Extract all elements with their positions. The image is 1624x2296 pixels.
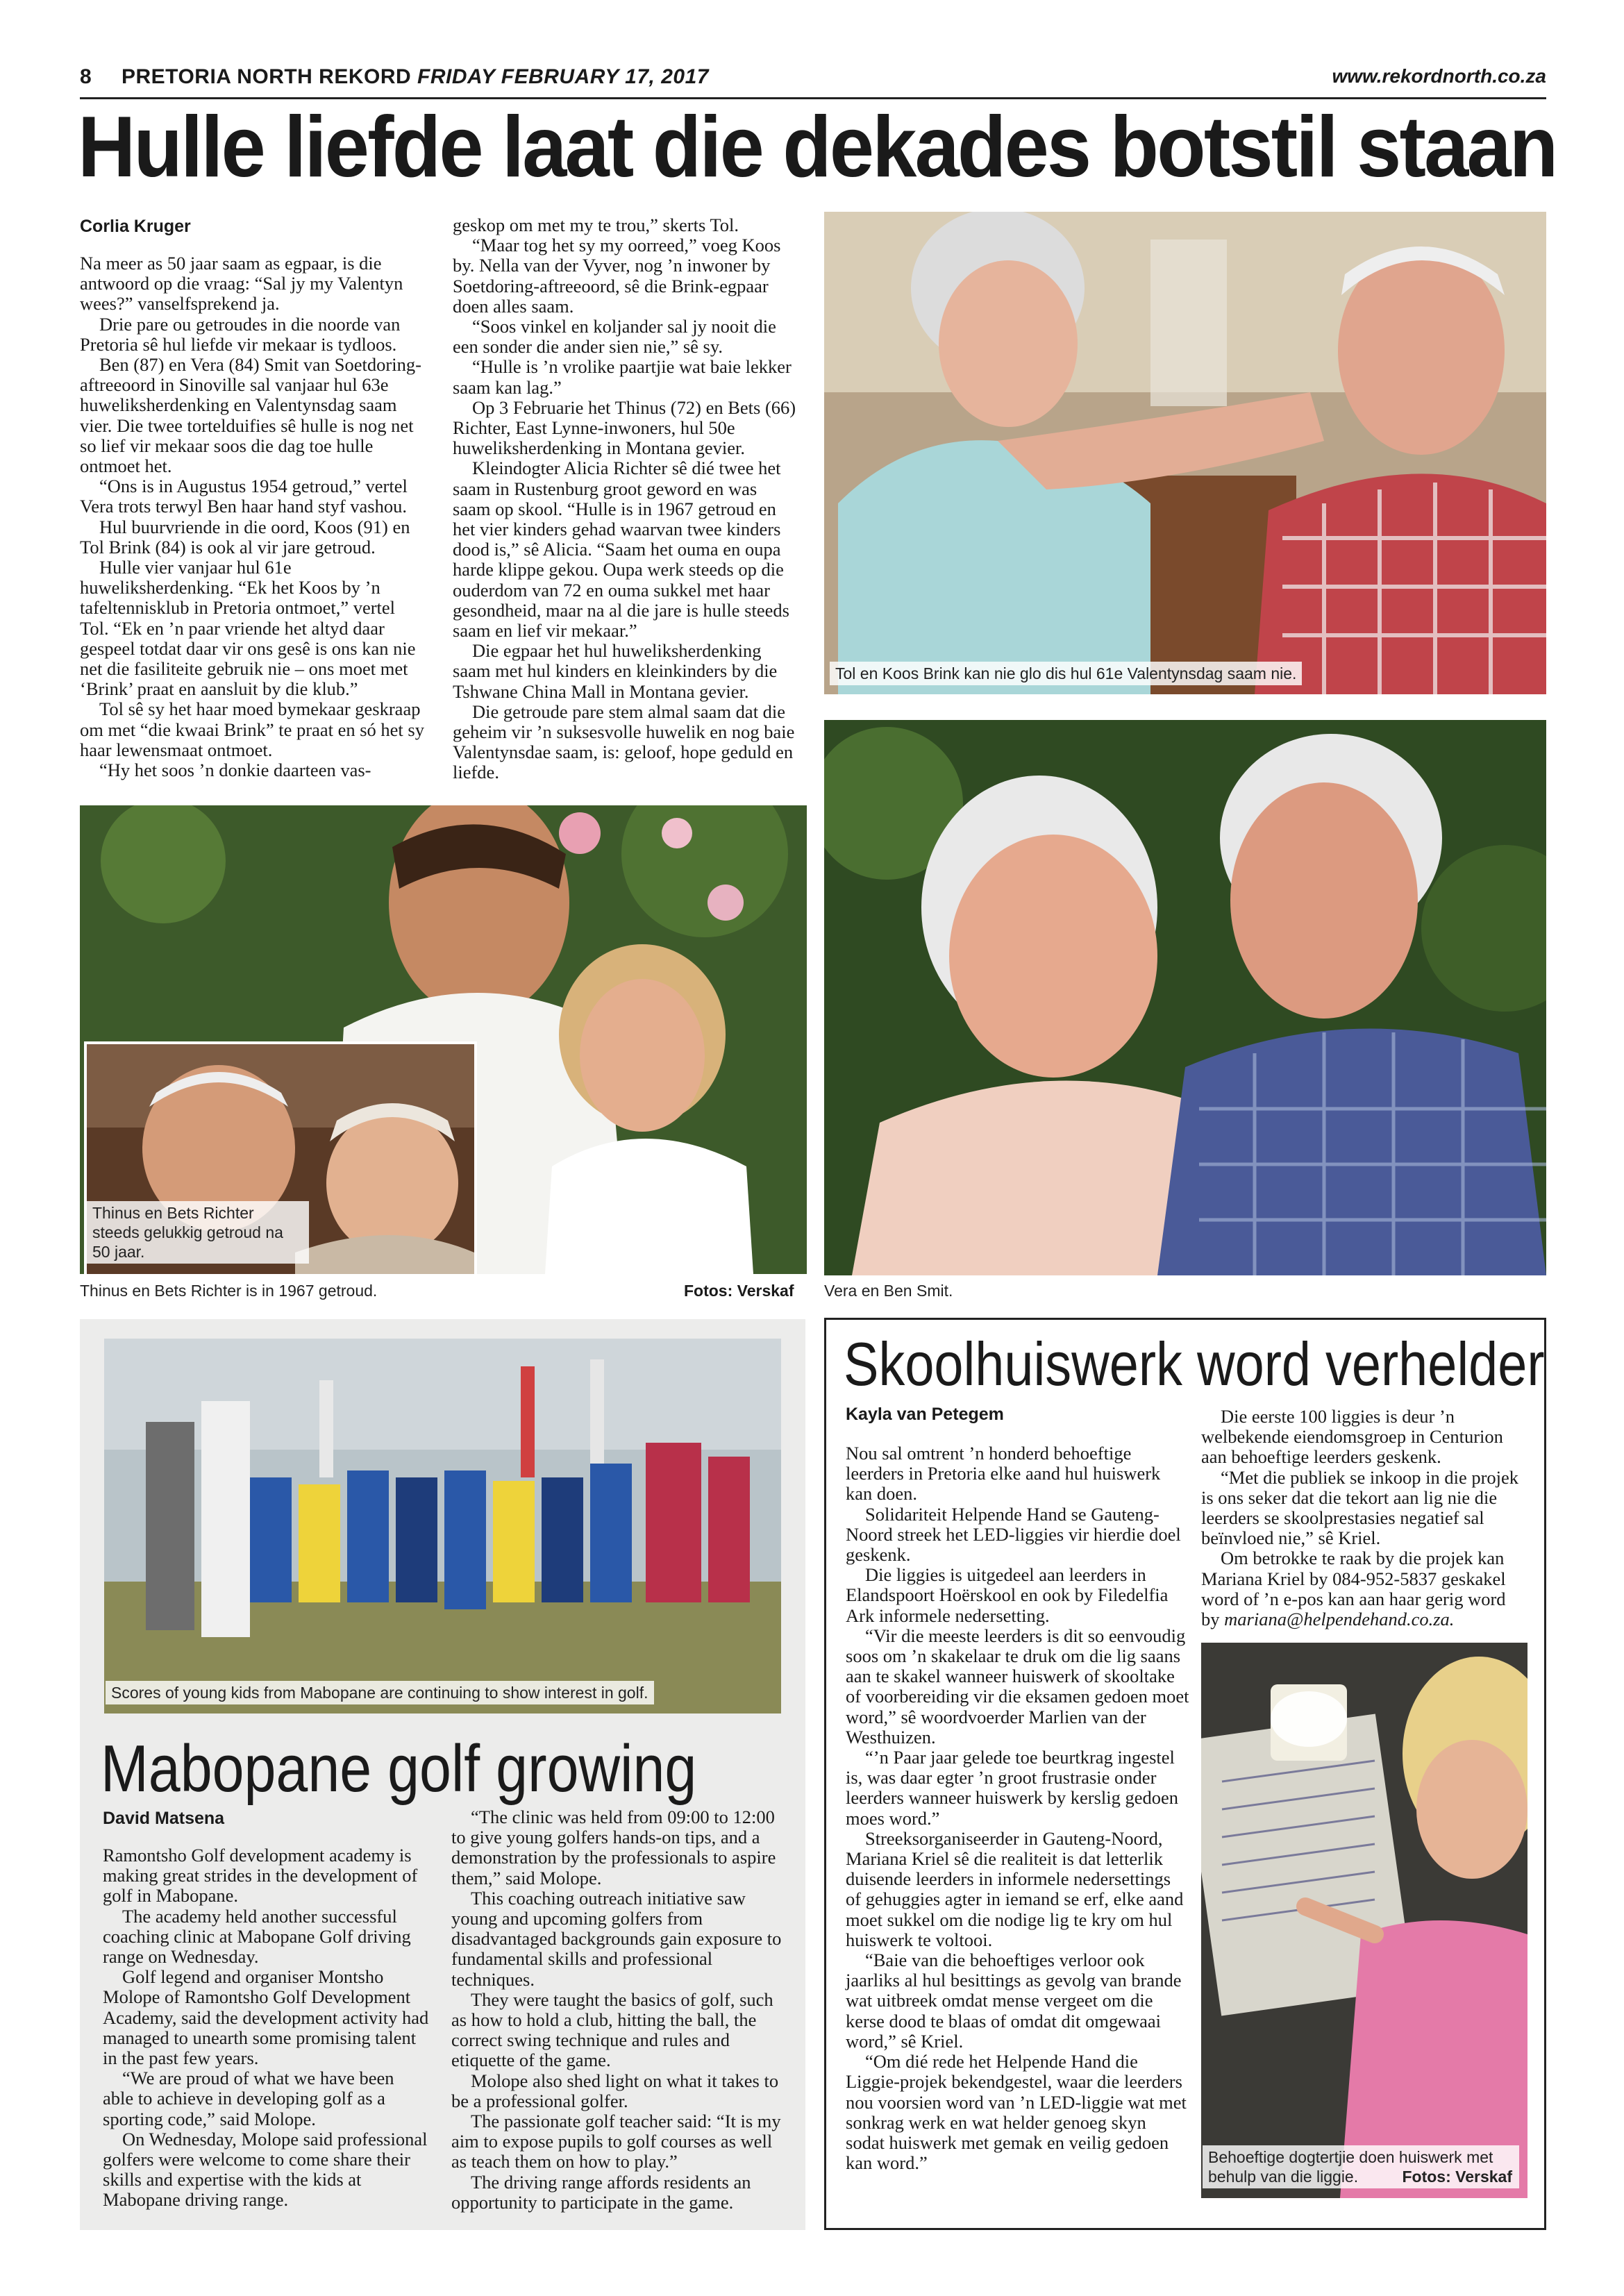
paragraph: “The clinic was held from 09:00 to 12:00 to give young golfers hands-on tips, and a demonstration by the professionals to aspire them,” said Molope. — [451, 1807, 776, 1888]
homework-panel — [824, 1318, 1546, 2230]
paragraph: “Soos vinkel en koljander sal jy nooit die een sonder die ander sien nie,” sê sy. — [453, 316, 776, 358]
contact-email[interactable]: mariana@helpendehand.co.za. — [1224, 1609, 1455, 1630]
paragraph: Ben (87) en Vera (84) Smit van Soetdoring-aftreeoord in Sinoville sal vanjaar hul 63e huweliksherdenking en Valentynsdag saam vier. Die twee tortelduifies sê hulle is nog net so lief vir mekaar soos die dag toe hulle ontmoet het. — [80, 354, 421, 477]
paragraph: Tol sê sy het haar moed bymekaar geskraap om met “die kwaai Brink” te praat en só het sy haar lewensmaat ontmoet. — [80, 698, 424, 760]
photo-homework-caption-box — [1203, 2145, 1519, 2188]
photo-brink-caption: Tol en Koos Brink kan nie glo dis hul 61e Valentynsdag saam nie. — [830, 662, 1302, 685]
photo-smit-caption: Vera en Ben Smit. — [824, 1282, 953, 1300]
photo-golf-image — [104, 1339, 781, 1713]
paragraph: geskop om met my te trou,” skerts Tol. — [453, 215, 739, 235]
main-column-1 — [80, 253, 427, 780]
golf-byline: David Matsena — [103, 1809, 225, 1828]
paragraph: On Wednesday, Molope said professional golfers were welcome to come share their skills and expertise with the kids at Mabopane driving range. — [103, 2128, 428, 2211]
paragraph: Streeksorganiseerder in Gauteng-Noord, Mariana Kriel sê die realiteit is dat letterlik duisende leerders in informele nedersettings of gehuggies agter in iemand se erf, elke aand moet sukkel om die nodige lig te kry om hul huiswerk te voltooi. — [846, 1827, 1184, 1950]
photo-homework-caption: Behoeftige dogtertjie doen huiswerk met behulp van die liggie. — [1208, 2148, 1493, 2186]
publication-line — [122, 65, 709, 89]
paragraph: Ramontsho Golf development academy is making great strides in the development of golf in Mabopane. — [103, 1845, 418, 1907]
paragraph — [1201, 1548, 1527, 1629]
photo-smit-couple — [824, 720, 1546, 1275]
masthead — [80, 64, 1546, 99]
paragraph: “Baie van die behoeftiges verloor ook jaarliks al hul besittings as gevolg van brande wat uitbreek omdat mense vergeet om die kerse dood te blaas of omdat dit omgewaai word,” sê Kriel. — [846, 1950, 1182, 2052]
photo-credit: Fotos: Verskaf — [684, 1282, 794, 1300]
photo-led-light-girl — [1201, 1643, 1527, 2198]
photo-richter-caption: Thinus en Bets Richter is in 1967 getroud. — [80, 1282, 378, 1300]
photo-homework-credit: Fotos: Verskaf — [1402, 2168, 1512, 2186]
photo-golf-caption: Scores of young kids from Mabopane are continuing to show interest in golf. — [106, 1681, 654, 1704]
golf-headline: Mabopane golf growing — [101, 1732, 697, 1806]
paragraph: “Maar tog het sy my oorreed,” voeg Koos by. Nella van der Vyver, nog ’n inwoner by Soetdoring-aftreeoord, sê die Brink-egpaar doen alles saam. — [453, 235, 781, 317]
paragraph: Nou sal omtrent ’n honderd behoeftige leerders in Pretoria elke aand hul huiswerk kan doen. — [846, 1443, 1161, 1505]
paragraph: Die liggies is uitgedeel aan leerders in Elandspoort Hoërskool en ook by Filedelfia Ark informele nedersetting. — [846, 1564, 1169, 1626]
paragraph: “Ons is in Augustus 1954 getroud,” vertel Vera trots terwyl Ben haar hand styf vashou. — [80, 476, 408, 517]
paragraph: Molope also shed light on what it takes to be a professional golfer. — [451, 2070, 779, 2111]
golf-panel — [80, 1319, 805, 2230]
photo-richter-inset — [84, 1041, 477, 1274]
homework-column-2 — [1201, 1407, 1527, 1629]
paragraph: Die getroude pare stem almal saam dat die geheim vir ’n suksesvolle huwelik en nog baie Valentynsdae saam, is: geloof, hope geduld en liefde. — [453, 701, 795, 783]
photo-richter-inset-caption: Thinus en Bets Richter steeds gelukkig getroud na 50 jaar. — [87, 1201, 309, 1264]
paragraph: Drie pare ou getroudes in die noorde van Pretoria sê hul liefde vir mekaar is tydloos. — [80, 313, 401, 355]
paragraph: Golf legend and organiser Montsho Molope of Ramontsho Golf Development Academy, said the development activity had managed to unearth some promising talent in the past few years. — [103, 1966, 429, 2069]
golf-column-2 — [451, 1807, 785, 2213]
photo-brink-image — [824, 212, 1546, 694]
paragraph: Solidariteit Helpende Hand se Gauteng-Noord streek het LED-liggies vir hierdie doel geskenk. — [846, 1503, 1181, 1566]
page-number: 8 — [80, 65, 92, 88]
homework-byline: Kayla van Petegem — [846, 1405, 1004, 1424]
paragraph: Hul buurvriende in die oord, Koos (91) en Tol Brink (84) is ook al vir jare getroud. — [80, 516, 410, 558]
paragraph: The academy held another successful coaching clinic at Mabopane Golf driving range on Wednesday. — [103, 1905, 411, 1968]
issue-date: FRIDAY FEBRUARY 17, 2017 — [417, 65, 709, 88]
paragraph: This coaching outreach initiative saw young and upcoming golfers from disadvantaged backgrounds gain exposure to fundamental skills and professional techniques. — [451, 1887, 782, 1990]
homework-column-1 — [846, 1443, 1189, 2173]
photo-smit-image — [824, 720, 1546, 1275]
paragraph: Op 3 Februarie het Thinus (72) en Bets (66) Richter, East Lynne-inwoners, hul 50e huweliksherdenking in Montana gevier. — [453, 396, 796, 459]
publication-name: PRETORIA NORTH REKORD — [122, 65, 412, 88]
homework-headline: Skoolhuiswerk word verhelder — [844, 1330, 1545, 1398]
paragraph: “Vir die meeste leerders is dit so eenvoudig soos om ’n skakelaar te druk om die lig saans aan te skakel wanneer huiswerk of skooltake of voorbereiding vir die eksamen gedoen moet word,” sê woordvoerder Marlien van der Westhuizen. — [846, 1625, 1189, 1748]
paragraph: Die eerste 100 liggies is deur ’n welbekende eiendomsgroep in Centurion aan behoeftige leerders geskenk. — [1201, 1406, 1503, 1468]
main-byline: Corlia Kruger — [80, 217, 191, 236]
paragraph: “Om dié rede het Helpende Hand die Liggie-projek bekendgestel, waar die leerders nou voorsien word van ’n LED-liggie wat met sonkrag werk en wat helder genoeg skyn sodat huiswerk met gemak en veilig gedoen kan word.” — [846, 2051, 1187, 2174]
paragraph: “Hy het soos ’n donkie daarteen vas- — [99, 760, 371, 781]
paragraph: They were taught the basics of golf, such as how to hold a club, hitting the ball, the correct swing technique and rules and etiquette of the game. — [451, 1988, 773, 2071]
photo-richter-couple — [80, 805, 807, 1274]
main-headline: Hulle liefde laat die dekades botstil staan — [78, 99, 1557, 195]
photo-homework-image — [1201, 1643, 1527, 2198]
photo-brink-couple — [824, 212, 1546, 694]
paragraph: Hulle vier vanjaar hul 61e huweliksherdenking. “Ek het Koos by ’n tafeltennisklub in Pretoria ontmoet,” vertel Tol. “Ek en ’n paar vriende het altyd daar gespeel totdat daar vir ons gesê is ons kan nie net die fasiliteite gebruik nie – ons moet met ‘Brink’ praat en aansluit by die klub.” — [80, 557, 416, 700]
paragraph: The driving range affords residents an opportunity to participate in the game. — [451, 2171, 751, 2213]
contact-text: Om betrokke te raak by die projek kan Mariana Kriel by 084-952-5837 geskakel word of ’n e-pos kan aan haar gerig word by — [1201, 1548, 1506, 1630]
golf-column-1 — [103, 1845, 429, 2211]
photo-golf-clinic — [104, 1339, 781, 1713]
paragraph: “Hulle is ’n vrolike paartjie wat baie lekker saam kan lag.” — [453, 356, 792, 398]
paragraph: Die egpaar het hul huweliksherdenking saam met hul kinders en kleinkinders by die Tshwane China Mall in Montana gevier. — [453, 640, 778, 702]
paragraph: “Met die publiek se inkoop in die projek is ons seker dat die tekort aan lig nie die leerders se skoolprestasies negatief sal beïnvloed nie,” sê Kriel. — [1201, 1466, 1519, 1549]
paragraph: “’n Paar jaar gelede toe beurtkrag ingestel is, was daar egter ’n groot frustrasie onder leerders wanneer huiswerk by kerslig gedoen moes word.” — [846, 1747, 1179, 1829]
paragraph: Na meer as 50 jaar saam as egpaar, is die antwoord op die vraag: “Sal jy my Valentyn wees?” vanselfsprekend ja. — [80, 253, 403, 315]
paragraph: “We are proud of what we have been able to achieve in developing golf as a sporting code,” said Molope. — [103, 2068, 394, 2129]
paragraph: Kleindogter Alicia Richter sê dié twee het saam in Rustenburg groot geword en was saam op skool. “Hulle is in 1967 getroud en het vier kinders gehad waarvan twee kinders dood is,” sê Alicia. “Saam het ouma en oupa harde klippe gekou. Oupa werk steeds op die ouderdom van 72 en ouma sukkel met haar gesondheid, maar na al die jare is hulle steeds saam en lief vir mekaar.” — [453, 458, 789, 642]
main-column-2 — [453, 215, 798, 783]
paragraph: The passionate golf teacher said: “It is my aim to expose pupils to golf courses as well as teach them on how to play.” — [451, 2111, 781, 2172]
website[interactable]: www.rekordnorth.co.za — [1332, 65, 1546, 87]
